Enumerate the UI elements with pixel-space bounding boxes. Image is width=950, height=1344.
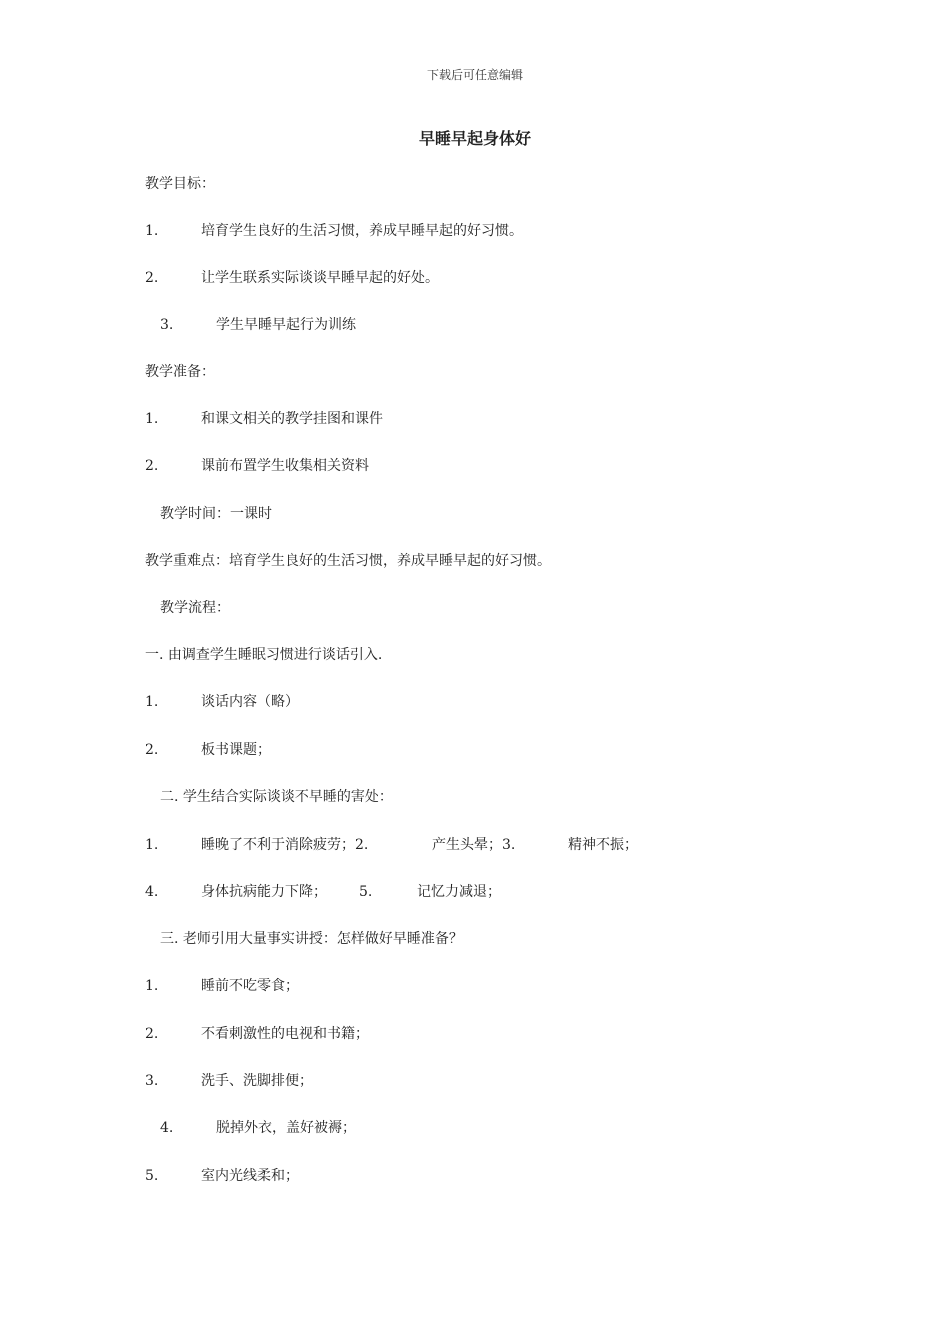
section-item-number: 1. (145, 837, 159, 853)
section-item-number: 3. (145, 1073, 159, 1089)
section-item-number: 4. (160, 1120, 174, 1136)
section-item-number: 4. (145, 884, 159, 900)
goals-heading: 教学目标： (145, 176, 215, 192)
header-note: 下载后可任意编辑 (426, 68, 523, 82)
section-item-text: 不看刺激性的电视和书籍； (201, 1026, 369, 1042)
section-item-text: 谈话内容（略） (201, 694, 299, 710)
goal-item-text: 学生早睡早起行为训练 (216, 317, 356, 333)
section-item-text: 睡前不吃零食； (201, 978, 299, 994)
section-item-text: 身体抗病能力下降； (201, 884, 327, 900)
section-2-row-2 (145, 882, 545, 902)
section-item-number: 5. (359, 884, 373, 900)
section-1-heading: 一. 由调查学生睡眠习惯进行谈话引入. (145, 647, 383, 663)
section-item-number: 2. (145, 742, 159, 758)
section-item-number: 1. (145, 978, 159, 994)
goal-item-text: 培育学生良好的生活习惯，养成早睡早起的好习惯。 (201, 223, 523, 239)
teaching-time: 教学时间：一课时 (160, 506, 272, 522)
section-item-number: 1. (145, 694, 159, 710)
section-2-heading: 二. 学生结合实际谈谈不早睡的害处： (160, 789, 393, 805)
prep-heading: 教学准备： (145, 364, 215, 380)
flow-heading: 教学流程： (160, 600, 230, 616)
section-item-number: 5. (145, 1168, 159, 1184)
section-item-text: 产生头晕；3. (432, 837, 516, 853)
section-2-row-1 (145, 835, 665, 855)
section-item-text: 脱掉外衣，盖好被褥； (216, 1120, 356, 1136)
goal-item-number: 3. (160, 317, 174, 333)
section-item-text: 板书课题； (201, 742, 271, 758)
section-item-text: 精神不振； (568, 837, 638, 853)
prep-item-number: 1. (145, 411, 159, 427)
section-item-text: 记忆力减退； (417, 884, 501, 900)
prep-item-text: 课前布置学生收集相关资料 (201, 458, 369, 474)
goal-item-number: 1. (145, 223, 159, 239)
goal-item-number: 2. (145, 270, 159, 286)
prep-item-text: 和课文相关的教学挂图和课件 (201, 411, 383, 427)
section-item-text: 睡晚了不利于消除疲劳；2. (201, 837, 369, 853)
document-title: 早睡早起身体好 (418, 129, 531, 148)
goal-item-text: 让学生联系实际谈谈早睡早起的好处。 (201, 270, 439, 286)
prep-item-number: 2. (145, 458, 159, 474)
section-item-text: 室内光线柔和； (201, 1168, 299, 1184)
section-item-number: 2. (145, 1026, 159, 1042)
teaching-difficulty: 教学重难点：培育学生良好的生活习惯，养成早睡早起的好习惯。 (145, 553, 551, 569)
section-3-heading: 三. 老师引用大量事实讲授：怎样做好早睡准备？ (160, 931, 463, 947)
section-item-text: 洗手、洗脚排便； (201, 1073, 313, 1089)
